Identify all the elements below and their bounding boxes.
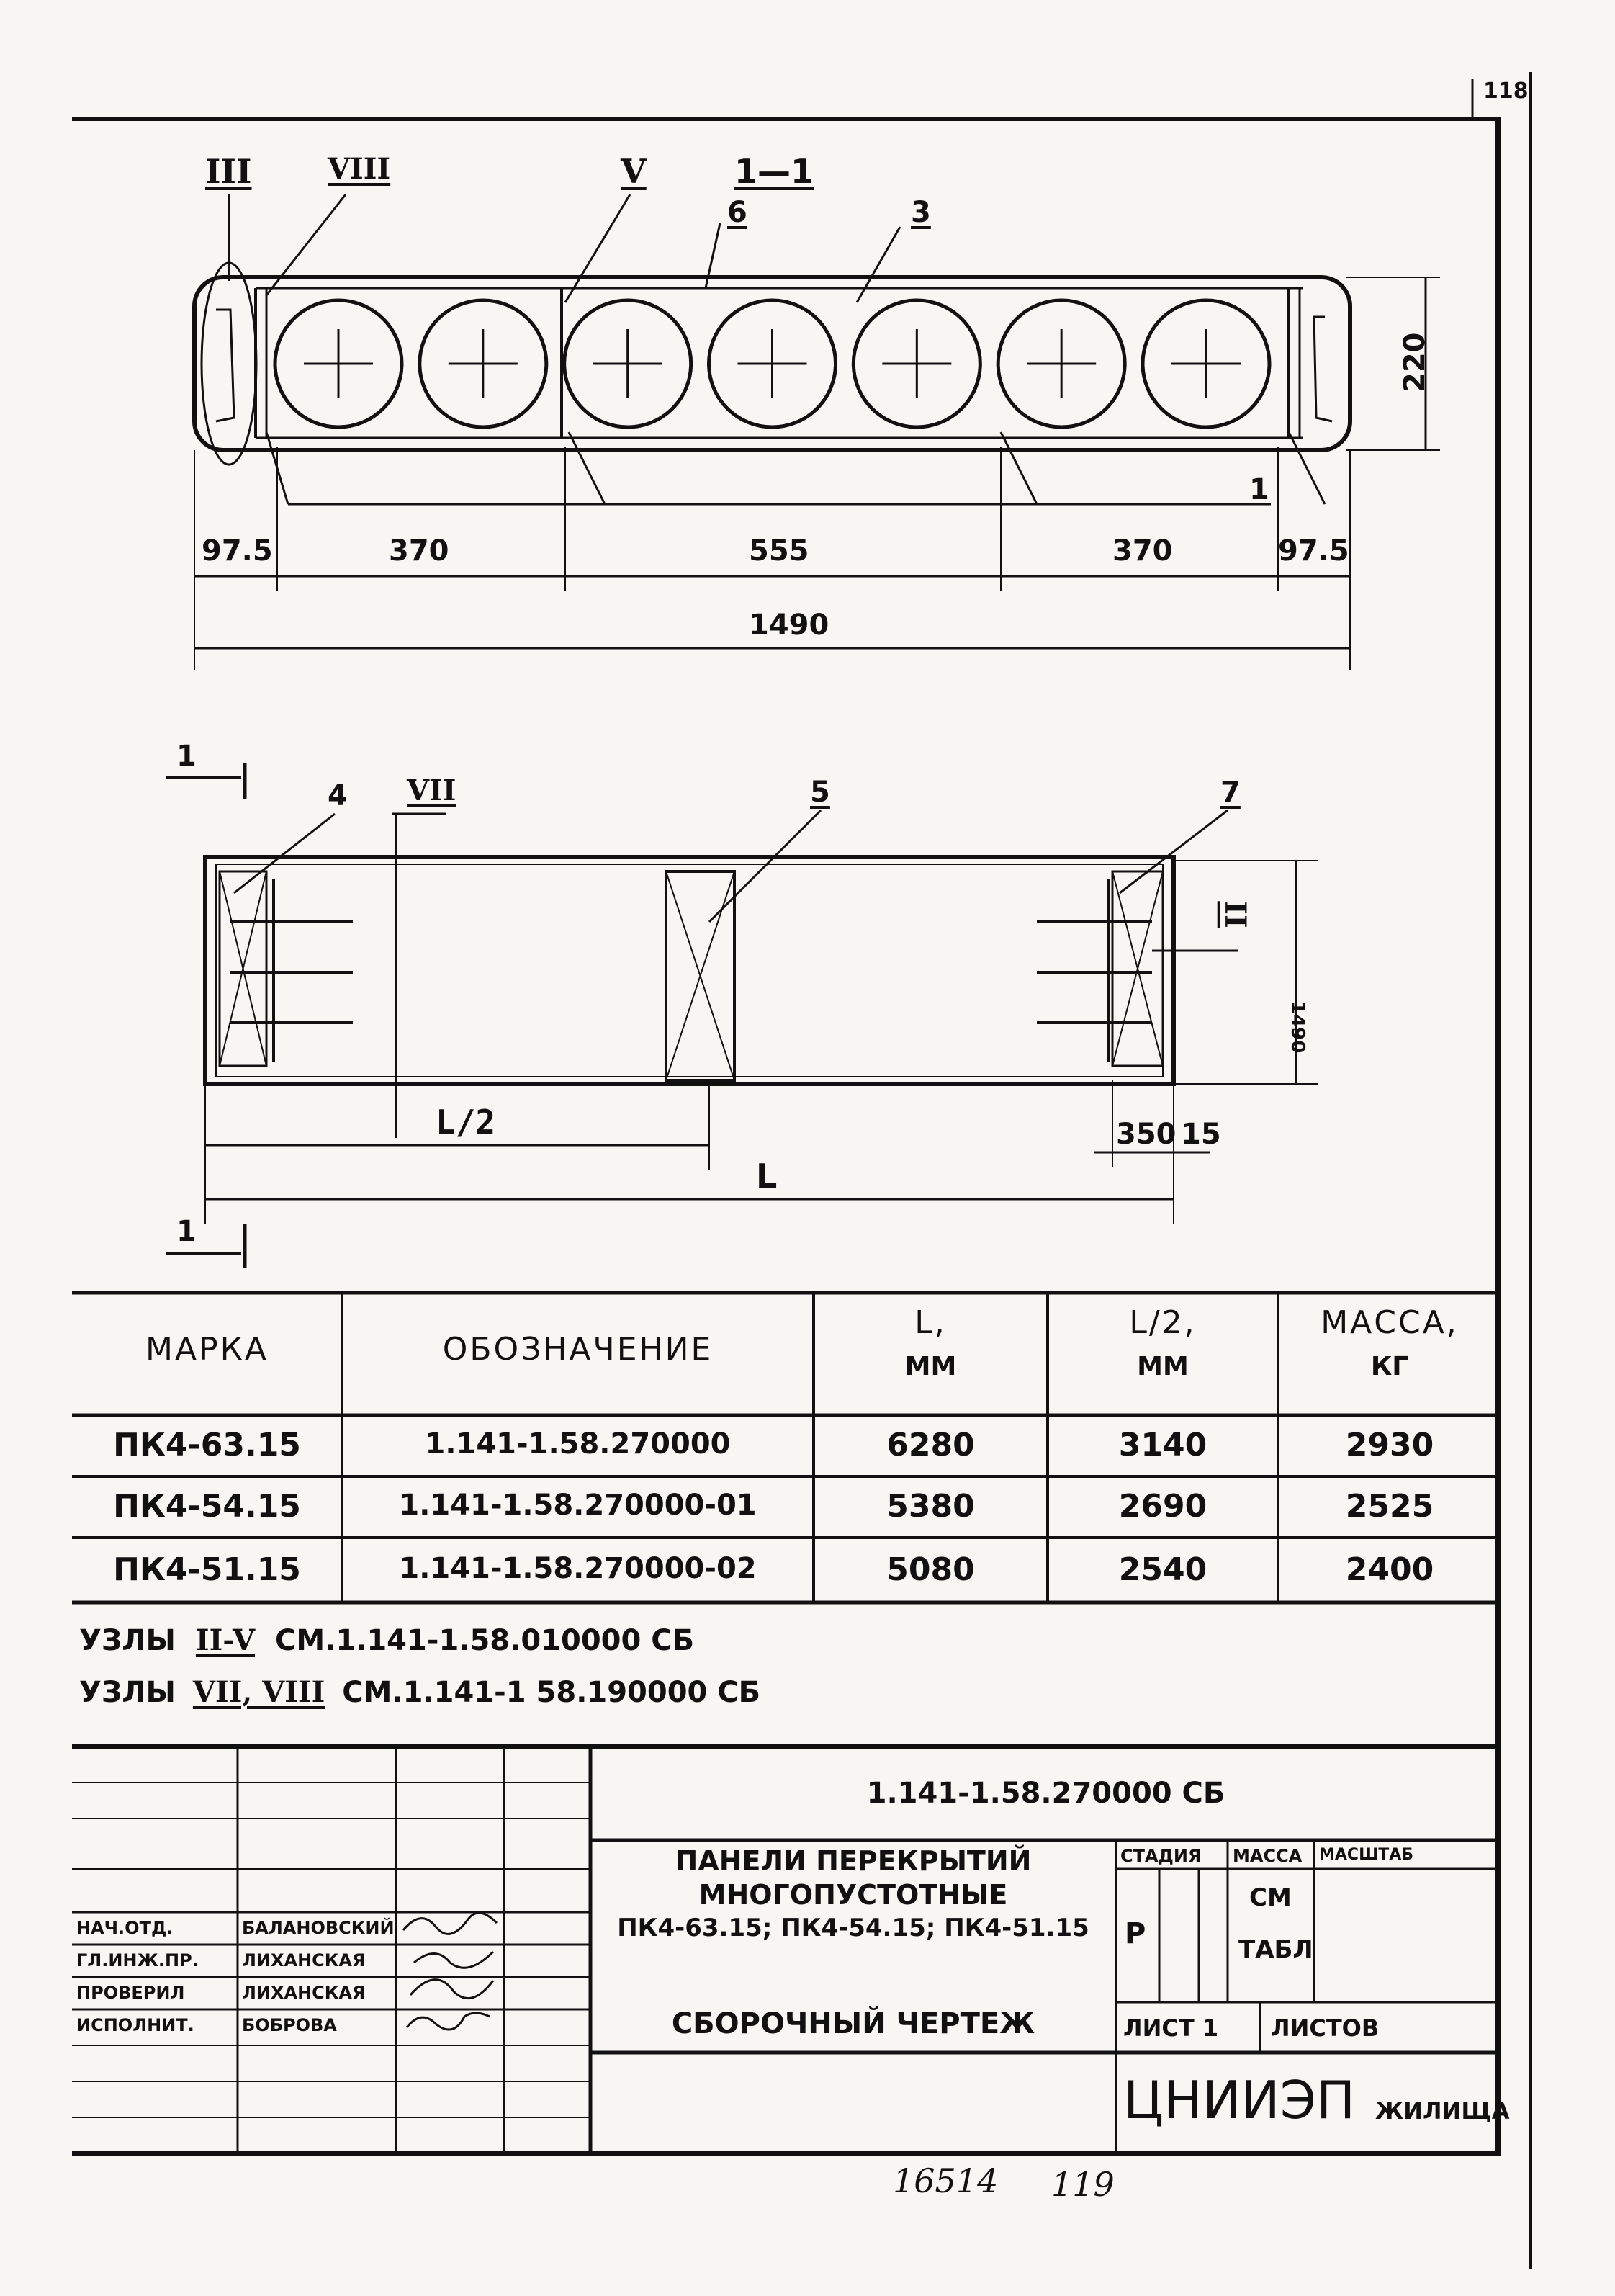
table-cell: 1.141-1.58.270000-01	[399, 1489, 757, 1522]
scale-label: МАСШТАБ	[1319, 1846, 1414, 1864]
callout-5: 5	[810, 776, 830, 809]
cut-mark-top: 1	[176, 740, 197, 773]
leader-3	[857, 227, 900, 302]
role-name: БАЛАНОВСКИЙ	[242, 1918, 395, 1938]
dim-span-2: 555	[749, 534, 809, 568]
leader-1-c	[569, 432, 605, 504]
table-cell: 2690	[1118, 1488, 1207, 1525]
org-logo-sub: ЖИЛИЩА	[1375, 2097, 1510, 2125]
leader-5	[709, 810, 821, 922]
note-line-2	[79, 1675, 761, 1709]
panel-outline	[205, 857, 1174, 1084]
signature-3	[410, 1980, 493, 1999]
note-1-ref: II-V	[195, 1623, 256, 1657]
callout-4: 4	[328, 779, 348, 812]
table-cell: 6280	[886, 1427, 975, 1463]
note-2-text: СМ.1.141-1 58.190000 СБ	[342, 1676, 761, 1709]
leader-1-e	[1289, 432, 1325, 504]
table-cell: 2525	[1345, 1488, 1434, 1525]
table-header-5: МАССА,	[1321, 1304, 1459, 1341]
right-edge-groove	[1314, 317, 1332, 421]
table-cell: 2400	[1345, 1551, 1434, 1588]
leader-1-d	[1001, 432, 1037, 504]
note-2-label: УЗЛЫ	[79, 1676, 176, 1709]
table-cell: ПК4-51.15	[113, 1551, 301, 1588]
dim-span-3: 370	[1112, 534, 1173, 568]
table-cell: 2540	[1118, 1551, 1207, 1588]
note-2-ref: VII, VIII	[192, 1675, 325, 1709]
product-title-3: ПК4-63.15; ПК4-54.15; ПК4-51.15	[617, 1914, 1089, 1942]
section-height-dim: 220	[1398, 332, 1431, 393]
mass-value-2: ТАБЛ	[1238, 1935, 1313, 1964]
cut-mark-bottom: 1	[176, 1215, 197, 1248]
callout-II: $\overline{II}$	[1220, 901, 1254, 928]
panel-inner-outline	[216, 864, 1163, 1077]
table-cell: 3140	[1118, 1427, 1207, 1463]
callout-7: 7	[1220, 776, 1241, 809]
stage-value: Р	[1125, 1917, 1146, 1950]
leader-V	[565, 194, 630, 302]
callout-1: 1	[1249, 473, 1269, 506]
left-edge-groove	[216, 310, 234, 421]
dim-half-length: L/2	[436, 1103, 496, 1142]
role-name: ЛИХАНСКАЯ	[242, 1950, 366, 1970]
table-header-4: L/2,	[1129, 1304, 1197, 1341]
dim-length: L	[756, 1157, 778, 1196]
node-III-marker	[202, 263, 256, 465]
role-title: ИСПОЛНИТ.	[76, 2015, 194, 2035]
table-header-1: МАРКА	[145, 1331, 269, 1368]
callout-VIII: VIII	[328, 152, 391, 186]
mass-value-1: СМ	[1249, 1883, 1292, 1912]
drawing-type: СБОРОЧНЫЙ ЧЕРТЕЖ	[671, 2007, 1035, 2040]
table-cell: 5080	[886, 1551, 975, 1588]
role-title: ГЛ.ИНЖ.ПР.	[76, 1950, 199, 1970]
callout-VII: VII	[407, 773, 456, 807]
doc-code: 1.141-1.58.270000 СБ	[866, 1777, 1225, 1810]
table-cell: 5380	[886, 1488, 975, 1525]
role-name: БОБРОВА	[242, 2015, 337, 2035]
role-name: ЛИХАНСКАЯ	[242, 1983, 366, 2003]
sheets-label: ЛИСТОВ	[1271, 2014, 1380, 2042]
footer-number-1: 16514	[893, 2161, 999, 2200]
table-cell: ПК4-54.15	[113, 1488, 301, 1525]
hollow-cores	[275, 300, 1269, 427]
table-cell: 2930	[1345, 1427, 1434, 1463]
dim-span-1: 370	[389, 534, 449, 568]
callout-3: 3	[911, 196, 931, 229]
mass-label: МАССА	[1233, 1846, 1303, 1866]
dim-total-width: 1490	[749, 609, 829, 642]
signature-2	[414, 1952, 493, 1968]
dim-end-15: 15	[1181, 1118, 1221, 1151]
callout-III: III	[205, 152, 252, 191]
signature-1	[403, 1913, 497, 1934]
table-header-unit-5: КГ	[1370, 1352, 1409, 1381]
note-line-1	[79, 1623, 695, 1657]
footer-number-2: 119	[1051, 2165, 1115, 2204]
product-title-2: МНОГОПУСТОТНЫЕ	[698, 1879, 1008, 1911]
product-title-1: ПАНЕЛИ ПЕРЕКРЫТИЙ	[675, 1845, 1032, 1877]
role-title: НАЧ.ОТД.	[76, 1918, 174, 1938]
section-view	[194, 194, 1440, 670]
stage-label: СТАДИЯ	[1120, 1846, 1202, 1866]
note-1-text: СМ.1.141-1.58.010000 СБ	[274, 1624, 695, 1657]
table-cell: 1.141-1.58.270000	[425, 1427, 731, 1461]
role-title: ПРОВЕРИЛ	[76, 1983, 185, 2003]
dim-edge-left: 97.5	[202, 534, 273, 568]
table-header-unit-4: ММ	[1137, 1352, 1189, 1381]
note-1-label: УЗЛЫ	[79, 1624, 176, 1657]
plan-view	[166, 763, 1318, 1268]
sheet-number: 118	[1483, 79, 1529, 104]
table-header-2: ОБОЗНАЧЕНИЕ	[442, 1331, 714, 1368]
callout-V: V	[621, 152, 647, 191]
org-logo-main: ЦНИИЭП	[1123, 2070, 1356, 2130]
signature-4	[407, 2013, 490, 2030]
section-title: 1—1	[734, 152, 814, 191]
table-header-3: L,	[914, 1304, 947, 1341]
sheet-label: ЛИСТ 1	[1123, 2014, 1219, 2042]
callout-6: 6	[727, 196, 747, 229]
dim-edge-right: 97.5	[1278, 534, 1349, 568]
leader-4	[234, 814, 335, 893]
plan-width-dim-label: 1490	[1287, 1001, 1308, 1054]
table-header-unit-3: ММ	[904, 1352, 957, 1381]
dim-end-350: 350	[1116, 1118, 1177, 1151]
leader-VIII	[266, 194, 346, 295]
table-cell: 1.141-1.58.270000-02	[399, 1552, 757, 1585]
table-cell: ПК4-63.15	[113, 1427, 301, 1463]
